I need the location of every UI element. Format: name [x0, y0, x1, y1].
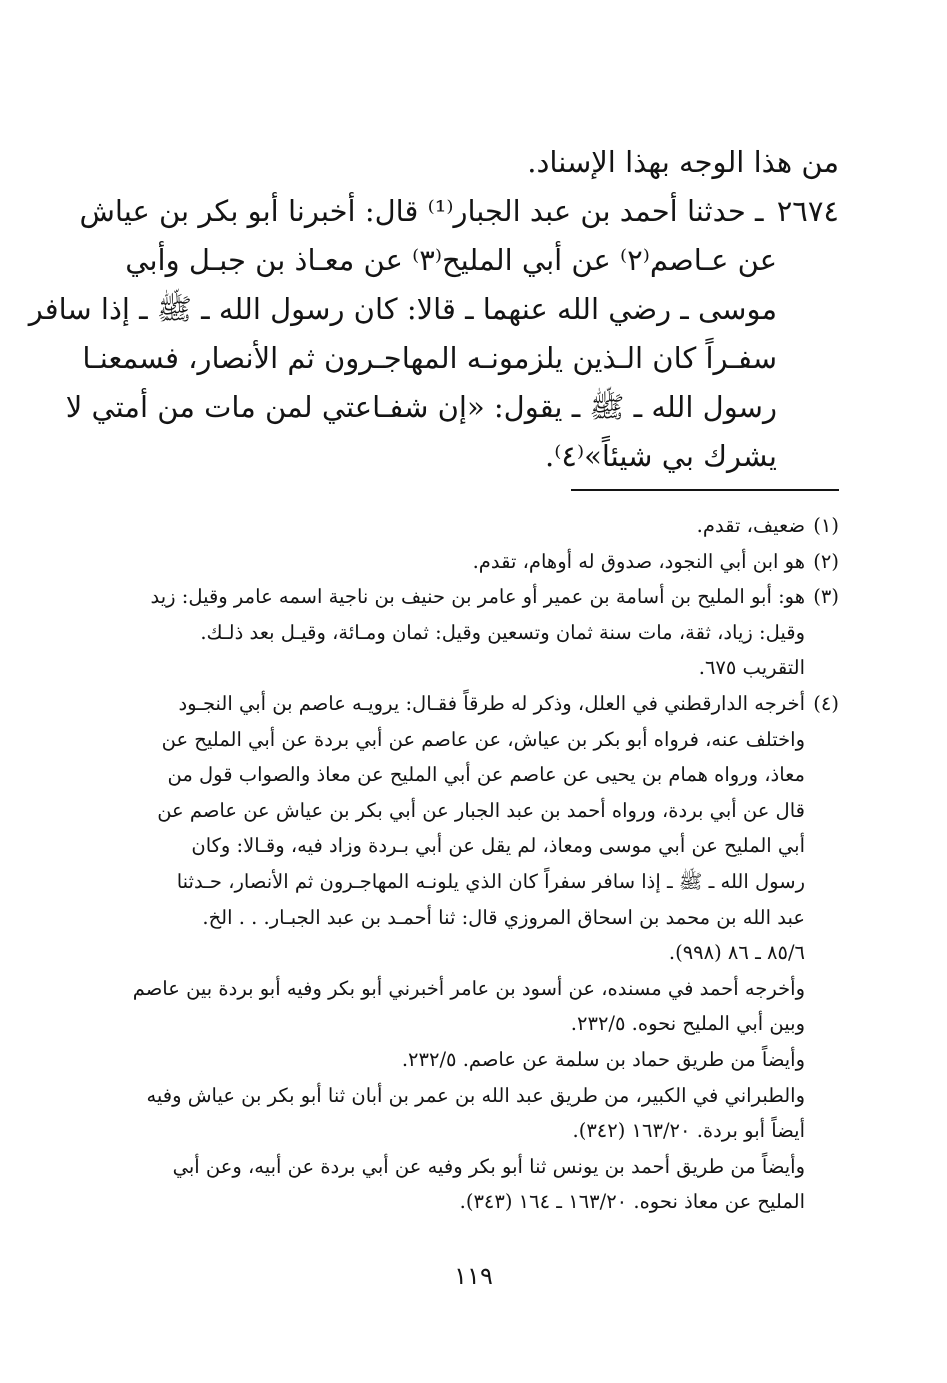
footnote-text: وقيل: زياد، ثقة، مات سنة ثمان وتسعين وقيل: ثمان ومـائة، وقيـل بعد ذلـك. [200, 620, 805, 644]
footnote-text: ٨٥/٦ ـ ٨٦ (٩٩٨). [668, 941, 805, 965]
footnote-text: وأيضاً من طريق حماد بن سلمة عن عاصم. ٢٣٢/٥. [401, 1047, 805, 1071]
page-number: ١١٩ [454, 1262, 493, 1290]
footnote-text: وأخرجه أحمد في مسنده، عن أسود بن عامر أخبرني أبو بكر وفيه أبو بردة بين عاصم [132, 976, 805, 1000]
hadith-line: يشرك بي شيئاً»⁽٤⁾. [545, 439, 777, 473]
footnote-text: هو: أبو المليح بن أسامة بن عمير أو عامر بن حنيف بن ناجية اسمه عامر وقيل: زيد [150, 585, 805, 609]
footnote-text: والطبراني في الكبير، من طريق عبد الله بن عمر بن أبان ثنا أبو بكر بن عياش وفيه [146, 1083, 805, 1107]
footnote-text: معاذ، ورواه همام بن يحيى عن عاصم عن أبي المليح عن معاذ والصواب قول من [167, 763, 805, 787]
footnote-text: المليح عن معاذ نحوه. ١٦٣/٢٠ ـ ١٦٤ (٣٤٣). [459, 1190, 805, 1214]
footnote-text: وأيضاً من طريق أحمد بن يونس ثنا أبو بكر وفيه عن أبي بردة عن أبيه، وعن أبي [172, 1154, 805, 1178]
hadith-line: ـ حدثنا أحمد بن عبد الجبار⁽¹⁾ قال: أخبرنا أبو بكر بن عياش [79, 194, 764, 228]
footnote-text: قال عن أبي بردة، ورواه أحمد بن عبد الجبار عن أبي بكر بن عياش عن عاصم عن [157, 798, 805, 822]
footnote-marker: (٣) [813, 585, 839, 609]
footnote-1 [104, 508, 839, 544]
footnote-3 [104, 579, 839, 686]
footnote-marker: (٤) [813, 691, 839, 715]
footnote-text: عبد الله بن محمد بن اسحاق المروزي قال: ثنا أحمـد بن عبد الجبـار. . . الخ. [202, 905, 805, 929]
hadith-line: موسى ـ رضي الله عنهما ـ قالا: كان رسول الله ـ ﷺ ـ إذا سافر [28, 292, 777, 326]
footnote-text: رسول الله ـ ﷺ ـ إذا سافر سفراً كان الذي يلونـه المهاجـرون ثم الأنصار، حـدثنا [176, 869, 805, 893]
footnote-marker: (٢) [813, 549, 839, 573]
footnote-text: وبين أبي المليح نحوه. ٢٣٢/٥. [570, 1012, 805, 1036]
footnote-text: أبي المليح عن أبي موسى ومعاذ، لم يقل عن أبي بـردة وزاد فيه، وقـالا: وكان [191, 834, 805, 858]
hadith-first-line [79, 187, 839, 236]
hadith-line: عن عـاصم⁽٢⁾ عن أبي المليح⁽٣⁾ عن معـاذ بن جبـل وأبي [125, 243, 777, 277]
footnote-marker: (١) [813, 514, 839, 537]
footnote-text: واختلف عنه، فرواه أبو بكر بن عياش، عن عاصم عن أبي بردة عن أبي المليح عن [161, 727, 805, 751]
footnote-text: ضعيف، تقدم. [696, 514, 805, 537]
footnotes [104, 508, 839, 1220]
hadith-line: سفـراً كان الـذين يلزمونـه المهاجـرون ثم الأنصار، فسمعنـا [82, 341, 777, 375]
hadith-number: ٢٦٧٤ [776, 194, 839, 228]
footnote-2 [104, 544, 839, 580]
main-line: من هذا الوجه بهذا الإسناد. [527, 145, 839, 179]
hadith-line: رسول الله ـ ﷺ ـ يقول: «إن شفـاعتي لمن مات من أمتي لا [65, 390, 777, 424]
footnote-text: أخرجه الدارقطني في العلل، وذكر له طرقاً فقـال: يرويـه عاصم بن أبي النجـود [178, 691, 805, 715]
footnote-text: أيضاً أبو بردة. ١٦٣/٢٠ (٣٤٢). [572, 1119, 805, 1143]
footnote-divider [571, 489, 839, 491]
footnote-4 [104, 686, 839, 1220]
footnote-text: هو ابن أبي النجود، صدوق له أوهام، تقدم. [472, 549, 805, 573]
footnote-text: التقريب ٦٧٥. [698, 656, 805, 680]
main-text [28, 138, 839, 481]
